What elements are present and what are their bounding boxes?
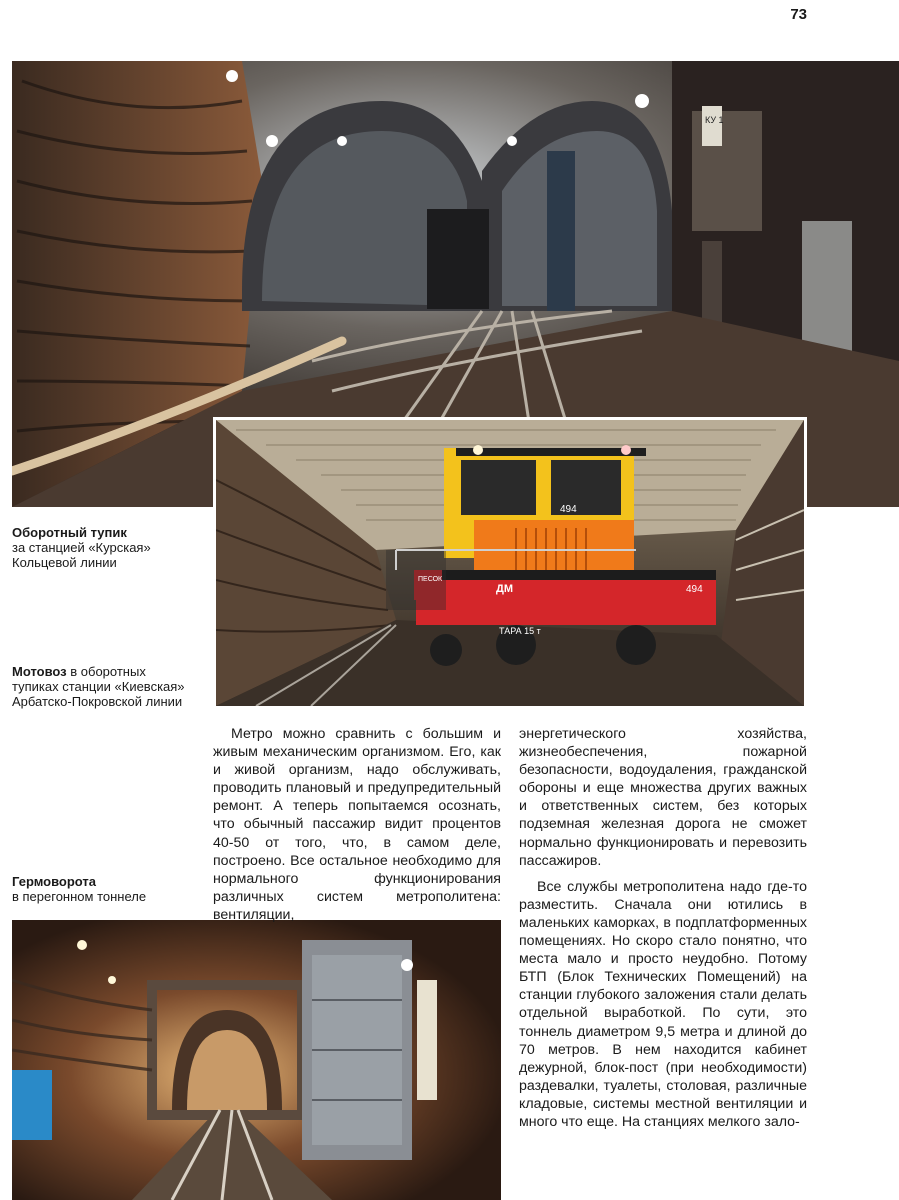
photo-hermetic-gate (12, 920, 501, 1200)
article-paragraph: Все службы метрополитена надо где-то разместить. Сначала они ютились в маленьких каморках, в подплатформенных помещениях. Но скоро стало понятно, что места мало и просто неудобно. Потому БТП (Блок Технических Помещений) на станции глубокого заложения стали делать отдельной выработкой. По сути, это тоннель диаметром 9,5 метра и длиной до 70 метров. В нем находится кабинет дежурной, блок-пост (при необходимости) раздевалки, туалеты, столовая, различные кладовые, системы местной вентиляции и много что еще. На станциях мелкого зало- (519, 878, 807, 1130)
caption-title: Гермоворота (12, 874, 97, 889)
caption-line: Арбатско-Покровской линии (12, 694, 183, 709)
caption-line: за станцией «Курская» (12, 540, 151, 555)
caption-title-rest: в оборотных (66, 664, 146, 679)
caption-reversing-deadend (12, 525, 212, 570)
locomotive-model: ДМ (496, 583, 513, 595)
locomotive-tare: ТАРА 15 т (499, 626, 541, 636)
caption-locomotive (12, 664, 212, 709)
caption-line: в перегонном тоннеле (12, 889, 147, 904)
page-number: 73 (790, 6, 807, 23)
caption-title: Мотовоз (12, 664, 67, 679)
locomotive-number: 494 (686, 584, 703, 595)
track-sign: КУ 1 (705, 115, 724, 125)
caption-line: Кольцевой линии (12, 555, 117, 570)
article-column-right (519, 725, 807, 1131)
article-column-left (213, 725, 501, 924)
article-paragraph: энергетического хозяйства, жизнеобеспечения, пожарной безопасности, водоудаления, гражданской обороны и еще множества других важных и ответственных систем, без которых подземная железная дорога не сможет нормально функционировать и перевозить пассажиров. (519, 726, 807, 869)
sand-box-sign: ПЕСОК (418, 576, 443, 583)
locomotive-front-number: 494 (560, 504, 577, 515)
photo-locomotive (216, 420, 804, 706)
caption-hermetic-gate (12, 874, 212, 904)
caption-line: тупиках станции «Киевская» (12, 679, 185, 694)
caption-title: Оборотный тупик (12, 525, 127, 540)
article-paragraph: Метро можно сравнить с большим и живым механическим организмом. Его, как и живой организм, надо обслуживать, проводить плановый и предупредительный ремонт. А теперь попытаемся осознать, что обычный пассажир видит процентов 40-50 от того, что, в самом деле, построено. Все остальное необходимо для нормального функционирования различных систем метрополитена: вентиляции, (213, 726, 501, 923)
